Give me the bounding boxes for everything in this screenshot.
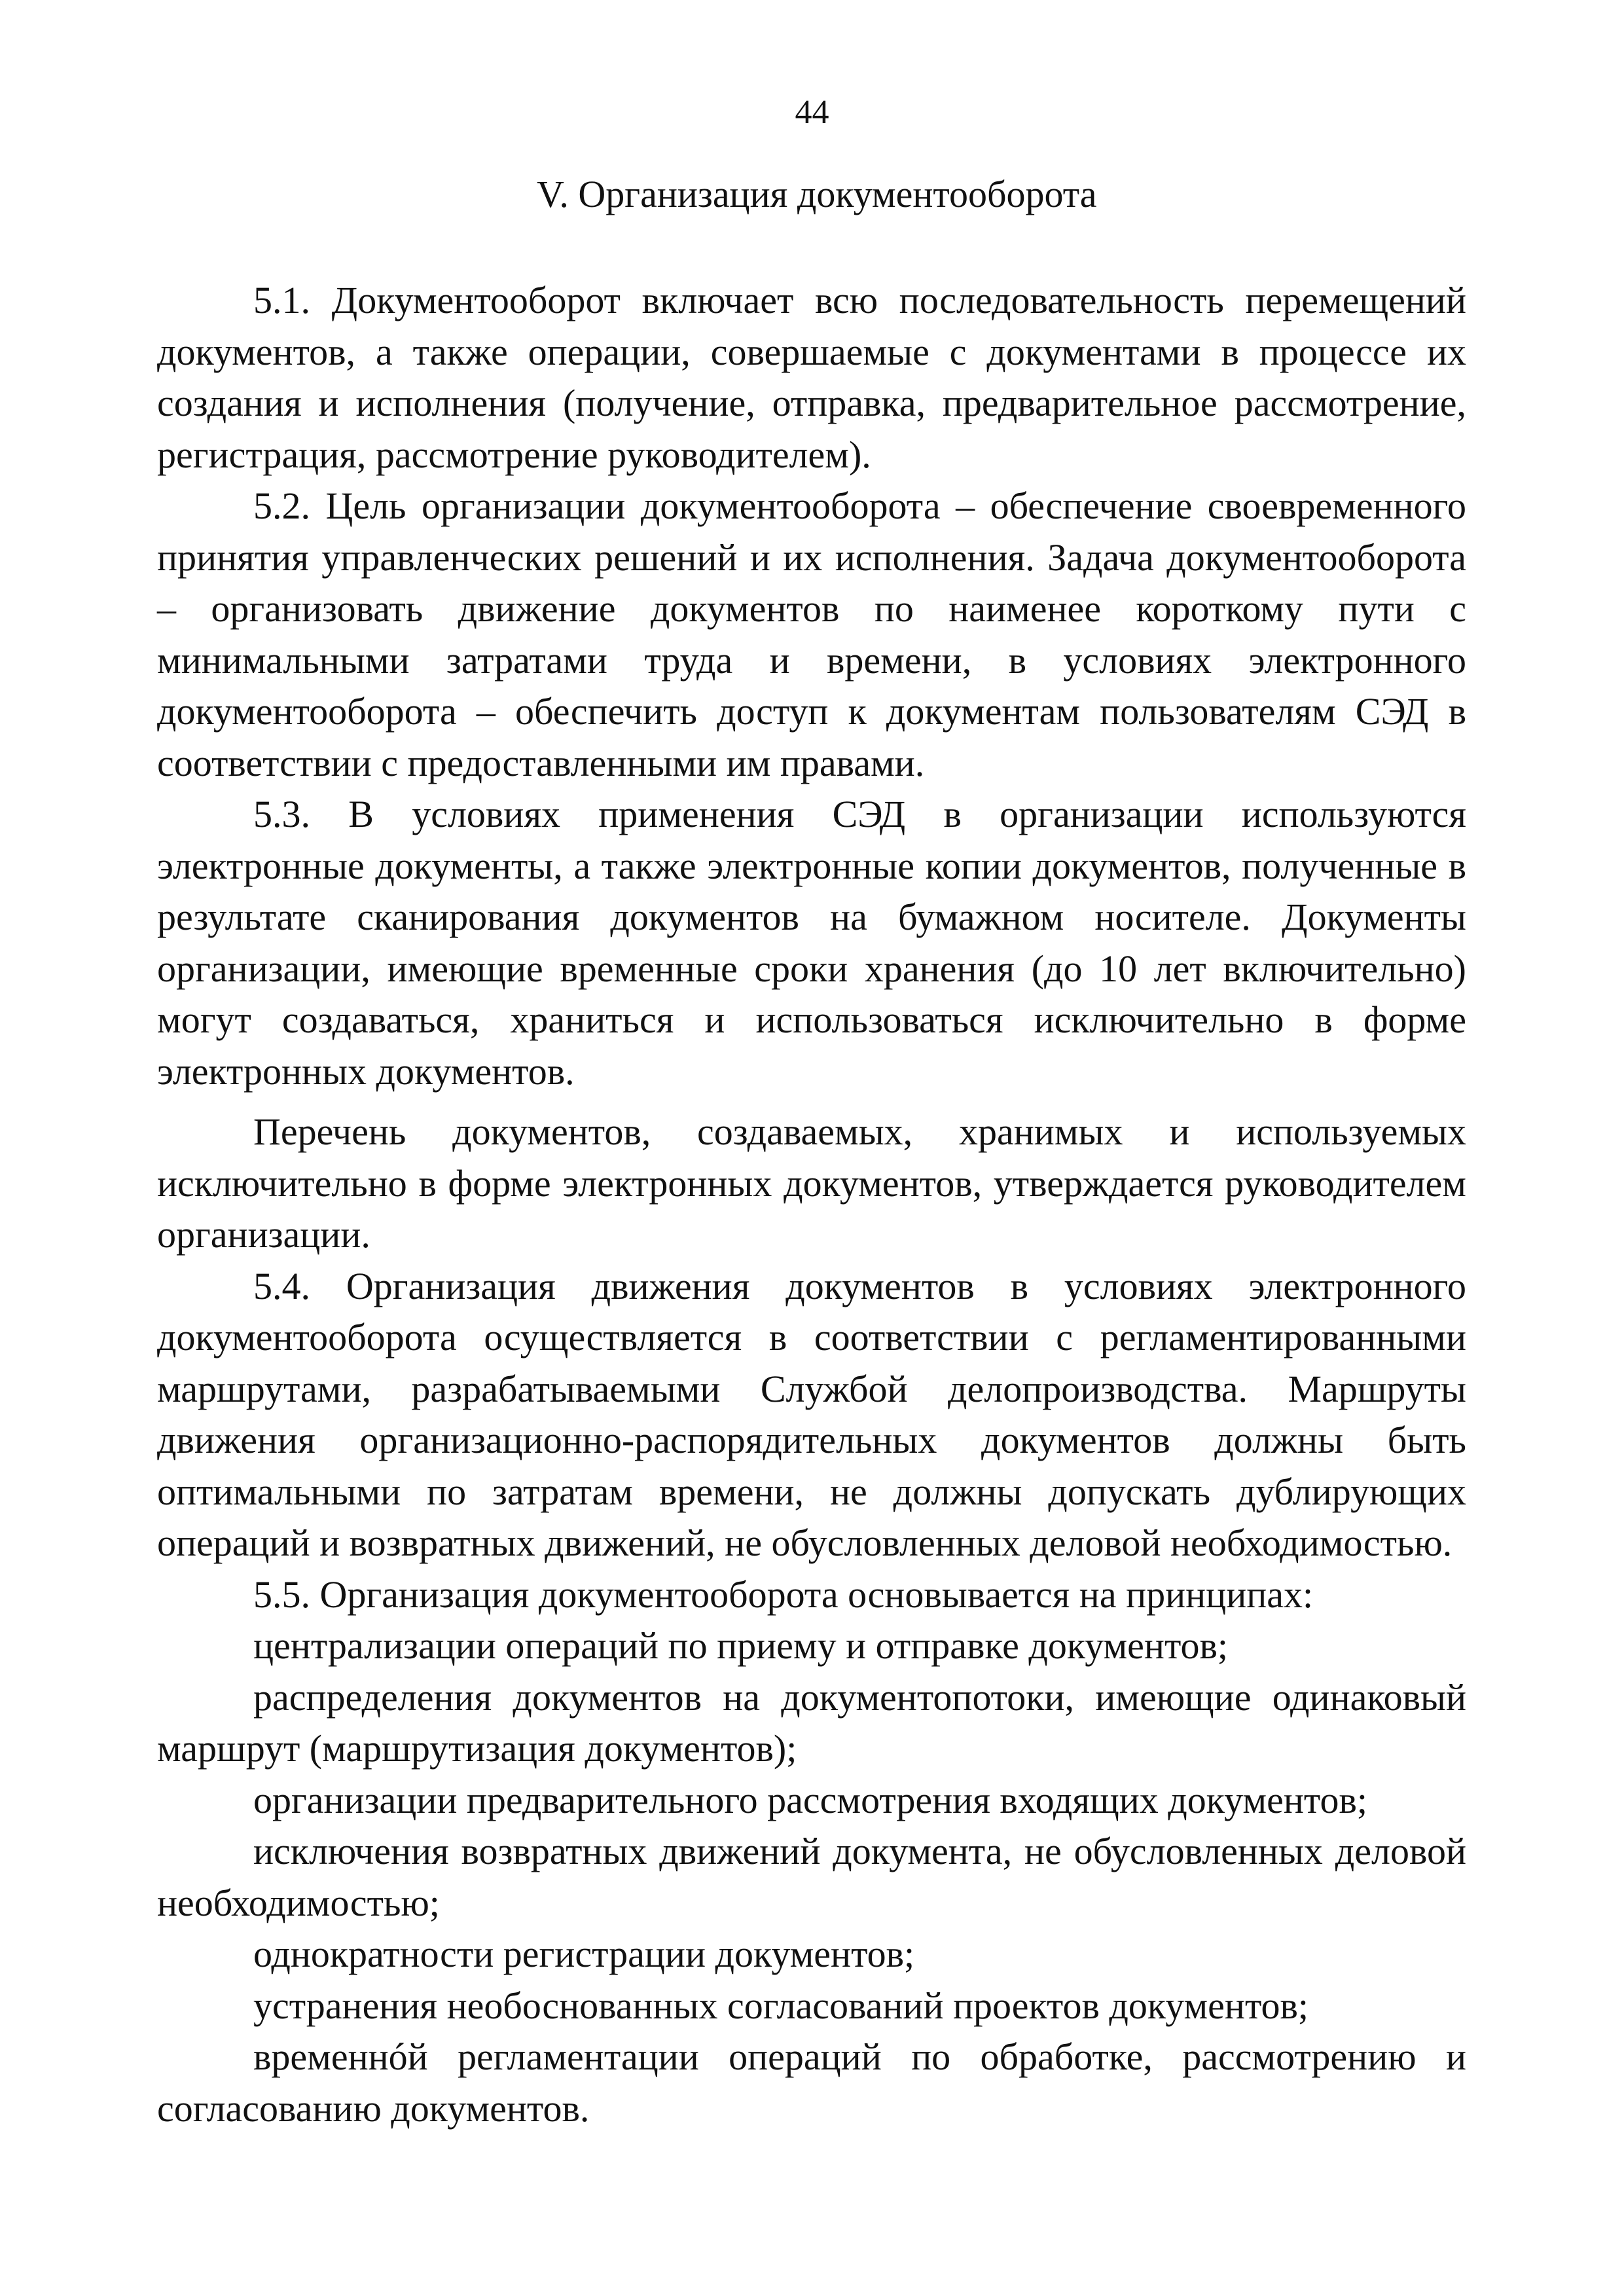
paragraph-5-4: 5.4. Организация движения документов в условиях электронного документооборота осуществляется в соответствии с регламентированными маршрутами, разрабатываемыми Службой делопроизводства. Маршруты движения организационно-распорядительных документов должны быть оптимальными по затратам времени, не должны допускать дублирующих операций и возвратных движений, не обусловленных деловой необходимостью. [157,1264,1466,1564]
principle-remove-approvals: устранения необоснованных согласований проектов документов; [253,1984,1309,2027]
paragraph-5-5: 5.5. Организация документооборота основывается на принципах: [253,1573,1314,1616]
page-number: 44 [795,94,829,131]
principle-distribution: распределения документов на документопотоки, имеющие одинаковый маршрут (маршрутизация документов); [157,1675,1466,1770]
principle-exclusion-return: исключения возвратных движений документа, не обусловленных деловой необходимостью; [157,1830,1466,1924]
paragraph-list-of-documents: Перечень документов, создаваемых, хранимых и используемых исключительно в форме электронных документов, утверждается руководителем организации. [157,1110,1466,1256]
paragraph-5-2: 5.2. Цель организации документооборота – обеспечение своевременного принятия управленческих решений и их исполнения. Задача документооборота – организовать движение документов по наименее короткому пути с минимальными затратами труда и времени, в условиях электронного документооборота – обеспечить доступ к документам пользователям СЭД в соответствии с предоставленными им правами. [157,484,1466,784]
paragraph-5-3: 5.3. В условиях применения СЭД в организации используются электронные документы, а также электронные копии документов, полученные в результате сканирования документов на бумажном носителе. Документы организации, имеющие временные сроки хранения (до 10 лет включительно) могут создаваться, храниться и использоваться исключительно в форме электронных документов. [157,793,1466,1093]
principle-time-regulation: временнóй регламентации операций по обработке, рассмотрению и согласованию документов. [157,2035,1466,2130]
document-body [157,275,1466,2134]
paragraph-5-1: 5.1. Документооборот включает всю последовательность перемещений документов, а также операции, совершаемые с документами в процессе их создания и исполнения (получение, отправка, предварительное рассмотрение, регистрация, рассмотрение руководителем). [157,279,1466,476]
principle-centralization: централизации операций по приему и отправке документов; [253,1624,1229,1667]
principle-preliminary-review: организации предварительного рассмотрения входящих документов; [253,1778,1367,1821]
section-title: V. Организация документооборота [537,173,1097,215]
principle-single-registration: однократности регистрации документов; [253,1933,915,1975]
